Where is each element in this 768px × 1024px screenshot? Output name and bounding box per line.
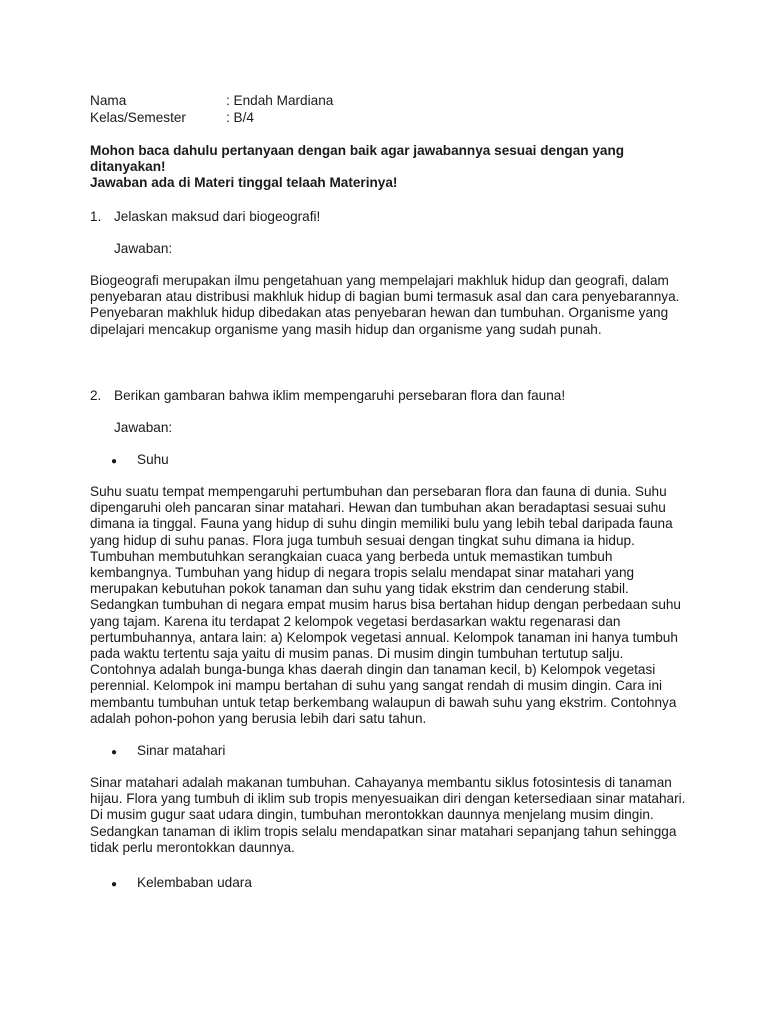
bullet-dot-icon: ● bbox=[111, 879, 118, 890]
bullet-paragraph: Suhu suatu tempat mempengaruhi pertumbuhan dan persebaran flora dan fauna di dunia. Suhu dipengaruhi oleh pancaran sinar matahari. Hewan dan tumbuhan akan beradaptasi sesuai suhu dimana ia tinggal. Fauna yang hidup di suhu dingin memiliki bulu yang lebih tebal daripada fauna yang hidup di suhu panas. Flora juga tumbuh sesuai dengan tingkat suhu dimana ia hidup. Tumbuhan membutuhkan serangkaian cuaca yang berbeda untuk memastikan tumbuh kembangnya. Tumbuhan yang hidup di negara tropis selalu mendapat sinar matahari yang merupakan kebutuhan pokok tanaman dan suhu yang tidak ekstrim dan cenderung stabil. Sedangkan tumbuhan di negara empat musim harus bisa bertahan hidup dengan perbedaan suhu yang tajam. Karena itu terdapat 2 kelompok vegetasi berdasarkan waktu regenarasi dan pertumbuhannya, antara lain: a) Kelompok vegetasi annual. Kelompok tanaman ini hanya tumbuh pada waktu tertentu saja yaitu di musim panas. Di musim dingin tumbuhan tertutup salju. Contohnya adalah bunga-bunga khas daerah dingin dan tanaman kecil, b) Kelompok vegetasi perennial. Kelompok ini mampu bertahan di suhu yang sangat rendah di musim dingin. Cara ini membantu tumbuhan untuk tetap berkembang walaupun di bawah suhu yang ekstrim. Contohnya adalah pohon-pohon yang berusia lebih dari satu tahun. bbox=[90, 484, 681, 726]
identity-block bbox=[90, 93, 333, 126]
bullet-label: Kelembaban udara bbox=[137, 875, 252, 890]
class-label: Kelas/Semester bbox=[90, 109, 186, 125]
name-row bbox=[90, 93, 333, 110]
class-value: : B/4 bbox=[226, 109, 254, 125]
question-text: Berikan gambaran bahwa iklim mempengaruhi persebaran flora dan fauna! bbox=[114, 388, 566, 403]
bullet-dot-icon: ● bbox=[111, 456, 118, 467]
question-number: 1. bbox=[90, 209, 102, 224]
instructions bbox=[90, 143, 690, 192]
instruction-line-2: Jawaban ada di Materi tinggal telaah Materinya! bbox=[90, 175, 398, 191]
class-row bbox=[90, 110, 333, 127]
bullet-item bbox=[111, 743, 225, 761]
bullet-item bbox=[111, 452, 169, 470]
bullet-label: Suhu bbox=[137, 452, 169, 467]
bullet-label: Sinar matahari bbox=[137, 743, 226, 758]
answer-paragraph: Biogeografi merupakan ilmu pengetahuan yang mempelajari makhluk hidup dan geografi, dalam penyebaran atau distribusi makhluk hidup di bagian bumi termasuk asal dan cara penyebarannya. Penyebaran makhluk hidup dibedakan atas penyebaran hewan dan tumbuhan. Organisme yang dipelajari mencakup organisme yang masih hidup dan organisme yang sudah punah. bbox=[90, 273, 680, 337]
instruction-line-1: Mohon baca dahulu pertanyaan dengan baik agar jawabannya sesuai dengan yang ditanyakan! bbox=[90, 143, 625, 175]
bullet-item bbox=[111, 875, 252, 893]
name-value: : Endah Mardiana bbox=[226, 93, 334, 108]
name-label: Nama bbox=[90, 93, 127, 108]
question-2 bbox=[90, 388, 690, 404]
answer-label: Jawaban: bbox=[114, 241, 173, 256]
question-1 bbox=[90, 209, 690, 225]
question-text: Jelaskan maksud dari biogeografi! bbox=[114, 209, 321, 224]
bullet-dot-icon: ● bbox=[111, 747, 118, 758]
answer-label: Jawaban: bbox=[114, 420, 173, 435]
question-number: 2. bbox=[90, 388, 102, 403]
bullet-paragraph: Sinar matahari adalah makanan tumbuhan. Cahayanya membantu siklus fotosintesis di tanaman hijau. Flora yang tumbuh di iklim sub tropis menyesuaikan diri dengan ketersediaan sinar matahari. Di musim gugur saat udara dingin, tumbuhan merontokkan daunnya menjelang musim dingin. Sedangkan tanaman di iklim tropis selalu mendapatkan sinar matahari sepanjang tahun sehingga tidak perlu merontokkan daunnya. bbox=[90, 775, 686, 855]
